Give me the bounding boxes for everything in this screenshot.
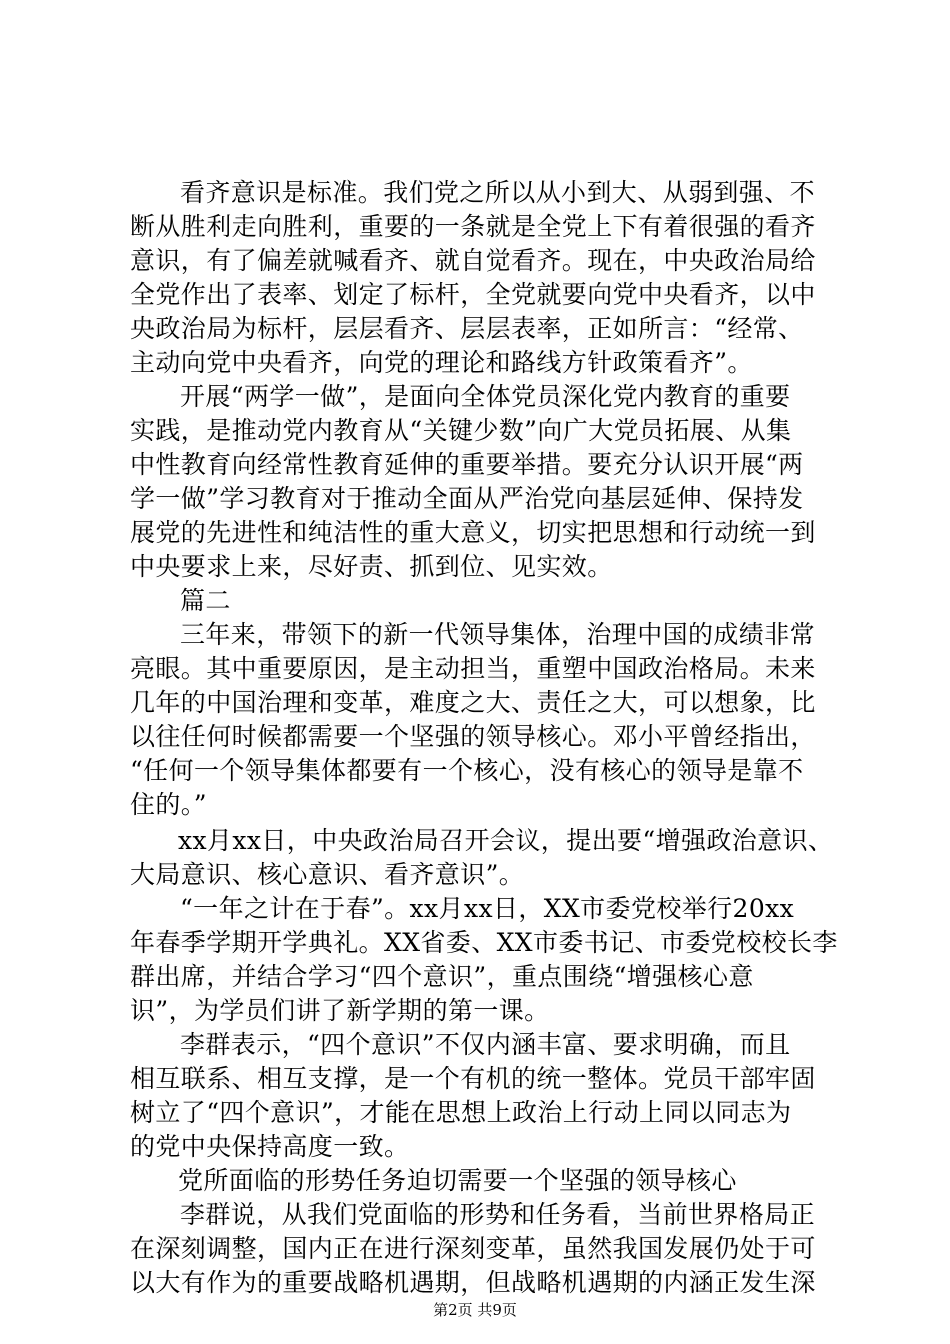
text-line: 展党的先进性和纯洁性的重大意义，切实把思想和行动统一到	[130, 518, 816, 547]
text-line: 的党中央保持高度一致。	[130, 1132, 410, 1161]
text-line: 央政治局为标杆，层层看齐、层层表率，正如所言：“经常、	[130, 314, 804, 343]
text-line: 断从胜利走向胜利，重要的一条就是全党上下有着很强的看齐	[130, 212, 816, 241]
text-line: 开展“两学一做”，是面向全体党员深化党内教育的重要	[180, 382, 791, 411]
text-line: 群出席，并结合学习“四个意识”，重点围绕“增强核心意	[130, 962, 754, 991]
section-heading: 篇二	[180, 586, 231, 615]
text-line: 住的。”	[130, 790, 207, 819]
section-heading: 党所面临的形势任务迫切需要一个坚强的领导核心	[178, 1166, 737, 1195]
text-line: 三年来，带领下的新一代领导集体，治理中国的成绩非常	[180, 620, 816, 649]
text-line: 意识，有了偏差就喊看齐、就自觉看齐。现在，中央政治局给	[130, 246, 816, 275]
text-line: 全党作出了表率、划定了标杆，全党就要向党中央看齐，以中	[130, 280, 816, 309]
text-line: 看齐意识是标准。我们党之所以从小到大、从弱到强、不	[180, 178, 816, 207]
text-line: 中央要求上来，尽好责、抓到位、见实效。	[130, 552, 613, 581]
text-line: 实践，是推动党内教育从“关键少数”向广大党员拓展、从集	[130, 416, 792, 445]
text-line: 主动向党中央看齐，向党的理论和路线方针政策看齐”。	[130, 348, 753, 377]
text-line: 几年的中国治理和变革，难度之大、责任之大，可以想象，比	[130, 688, 816, 717]
text-line: 以往任何时候都需要一个坚强的领导核心。邓小平曾经指出，	[130, 722, 816, 751]
text-line: 学一做”学习教育对于推动全面从严治党向基层延伸、保持发	[130, 484, 804, 513]
text-line: “任何一个领导集体都要有一个核心，没有核心的领导是靠不	[130, 756, 804, 785]
text-line: 大局意识、核心意识、看齐意识”。	[130, 860, 525, 889]
text-line: 年春季学期开学典礼。XX省委、XX市委书记、市委党校校长李	[130, 928, 838, 957]
text-line: “一年之计在于春”。xx月xx日，XX市委党校举行20xx	[180, 894, 795, 923]
text-line: 亮眼。其中重要原因，是主动担当，重塑中国政治格局。未来	[130, 654, 816, 683]
text-line: 李群说，从我们党面临的形势和任务看，当前世界格局正	[180, 1200, 816, 1229]
text-line: xx月xx日，中央政治局召开会议，提出要“增强政治意识、	[178, 826, 834, 855]
text-line: 中性教育向经常性教育延伸的重要举措。要充分认识开展“两	[130, 450, 804, 479]
text-line: 在深刻调整，国内正在进行深刻变革，虽然我国发展仍处于可	[130, 1234, 816, 1263]
text-line: 以大有作为的重要战略机遇期，但战略机遇期的内涵正发生深	[130, 1268, 816, 1297]
page-number-footer: 第2页 共9页	[433, 1301, 517, 1319]
text-line: 树立了“四个意识”，才能在思想上政治上行动上同以同志为	[130, 1098, 792, 1127]
text-line: 相互联系、相互支撑，是一个有机的统一整体。党员干部牢固	[130, 1064, 816, 1093]
text-line: 李群表示，“四个意识”不仅内涵丰富、要求明确，而且	[180, 1030, 791, 1059]
text-line: 识”，为学员们讲了新学期的第一课。	[130, 996, 550, 1025]
